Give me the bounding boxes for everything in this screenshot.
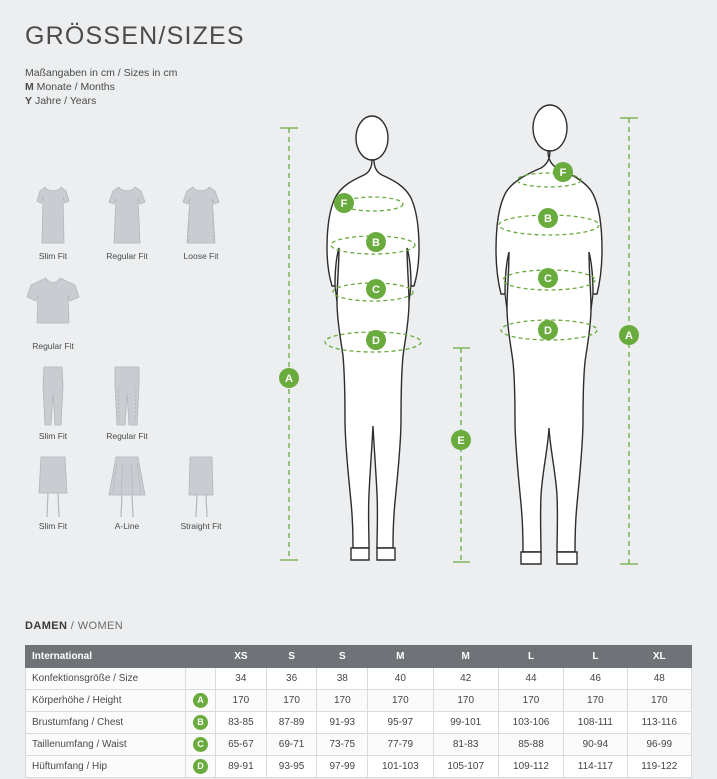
male-marker-C	[538, 268, 558, 288]
cell: 40	[368, 668, 433, 690]
garment-item	[99, 365, 155, 441]
male-marker-F	[553, 162, 573, 182]
cell: 95-97	[368, 712, 433, 734]
measurement-figures	[265, 90, 695, 570]
table-caption-de: DAMEN	[25, 620, 68, 632]
svg-text:B: B	[372, 237, 380, 249]
cell: 96-99	[627, 734, 691, 756]
skirt-a-line-icon	[99, 455, 155, 517]
tank-top-loose-icon	[173, 185, 229, 247]
col-size-l1: L	[498, 646, 563, 668]
skirt-slim-icon	[25, 455, 81, 517]
cell: 103-106	[498, 712, 563, 734]
row-marker	[186, 690, 216, 712]
cell: 42	[433, 668, 498, 690]
cell: 38	[317, 668, 368, 690]
legend-years-text: Jahre / Years	[34, 95, 97, 107]
row-label: Brustumfang / Chest	[26, 712, 186, 734]
cell: 170	[627, 690, 691, 712]
garment-fit-gallery	[25, 185, 240, 545]
female-marker-B	[366, 232, 386, 252]
garment-item	[25, 455, 81, 531]
table-caption-en: / WOMEN	[67, 620, 124, 632]
legend-months-text: Monate / Months	[36, 81, 115, 93]
legend-years-key: Y	[25, 95, 33, 107]
garment-item	[173, 185, 229, 261]
row-marker	[186, 712, 216, 734]
female-marker-D	[366, 330, 386, 350]
cell: 83-85	[216, 712, 267, 734]
cell: 44	[498, 668, 563, 690]
row-label: Körperhöhe / Height	[26, 690, 186, 712]
table-row	[26, 668, 692, 690]
pants-slim-icon	[25, 365, 81, 427]
table-caption	[25, 620, 123, 632]
row-marker	[186, 756, 216, 778]
garment-row-skirts	[25, 455, 240, 531]
cell: 170	[317, 690, 368, 712]
cell: 170	[564, 690, 627, 712]
garment-row-pants	[25, 365, 240, 441]
female-marker-C	[366, 279, 386, 299]
table-row	[26, 690, 692, 712]
cell: 119-122	[627, 756, 691, 778]
cell: 99-101	[433, 712, 498, 734]
garment-label: Slim Fit	[38, 251, 68, 261]
table-header-row	[26, 646, 692, 668]
svg-text:F: F	[559, 167, 567, 179]
cell: 89-91	[216, 756, 267, 778]
legend-line-months	[25, 80, 177, 94]
tank-top-regular-icon	[99, 185, 155, 247]
garment-label: Slim Fit	[38, 521, 68, 531]
svg-text:A: A	[285, 373, 293, 385]
svg-text:E: E	[457, 435, 465, 447]
cell: 87-89	[266, 712, 317, 734]
legend-line-units: Maßangaben in cm / Sizes in cm	[25, 67, 178, 79]
col-size-xl: XL	[627, 646, 691, 668]
marker-badge-c: C	[193, 737, 208, 752]
cell: 91-93	[317, 712, 368, 734]
cell: 105-107	[433, 756, 498, 778]
marker-badge-b: B	[193, 715, 208, 730]
legend-months-key: M	[25, 81, 34, 93]
skirt-straight-icon	[173, 455, 229, 517]
cell: 170	[216, 690, 267, 712]
male-marker-D	[538, 320, 558, 340]
col-size-xs: XS	[216, 646, 267, 668]
svg-text:A: A	[625, 330, 633, 342]
page-title: GRÖSSEN/SIZES	[25, 22, 245, 50]
cell: 114-117	[564, 756, 627, 778]
garment-label: Slim Fit	[38, 431, 68, 441]
col-size-m1: M	[368, 646, 433, 668]
cell: 65-67	[216, 734, 267, 756]
cell: 97-99	[317, 756, 368, 778]
garment-label: Loose Fit	[183, 251, 219, 261]
garment-row-tops	[25, 185, 240, 261]
cell: 90-94	[564, 734, 627, 756]
cell: 81-83	[433, 734, 498, 756]
svg-text:C: C	[544, 273, 552, 285]
marker-badge-d: D	[193, 759, 208, 774]
row-marker	[186, 734, 216, 756]
garment-item	[99, 455, 155, 531]
cell: 48	[627, 668, 691, 690]
male-marker-A	[619, 325, 639, 345]
cell: 46	[564, 668, 627, 690]
cell: 170	[433, 690, 498, 712]
table-row	[26, 712, 692, 734]
garment-item	[99, 185, 155, 261]
garment-item	[173, 455, 229, 531]
cell: 108-111	[564, 712, 627, 734]
male-marker-E	[451, 430, 471, 450]
table-row	[26, 756, 692, 778]
pants-regular-icon	[99, 365, 155, 427]
female-marker-A	[279, 368, 299, 388]
size-table	[25, 645, 692, 778]
col-size-s2: S	[317, 646, 368, 668]
legend-line-years	[25, 94, 177, 108]
cell: 109-112	[498, 756, 563, 778]
svg-text:B: B	[544, 213, 552, 225]
cell: 34	[216, 668, 267, 690]
cell: 170	[368, 690, 433, 712]
cell: 36	[266, 668, 317, 690]
row-marker	[186, 668, 216, 690]
marker-badge-a: A	[193, 693, 208, 708]
cell: 113-116	[627, 712, 691, 734]
col-marker	[186, 646, 216, 668]
col-size-l2: L	[564, 646, 627, 668]
row-label: Konfektionsgröße / Size	[26, 668, 186, 690]
cell: 73-75	[317, 734, 368, 756]
svg-text:C: C	[372, 284, 380, 296]
garment-item	[25, 185, 81, 261]
garment-label: Regular Fit	[106, 431, 148, 441]
row-label: Taillenumfang / Waist	[26, 734, 186, 756]
garment-label: Regular Fit	[106, 251, 148, 261]
cell: 69-71	[266, 734, 317, 756]
cell: 85-88	[498, 734, 563, 756]
cell: 101-103	[368, 756, 433, 778]
row-label: Hüftumfang / Hip	[26, 756, 186, 778]
svg-text:D: D	[372, 335, 380, 347]
garment-label: A-Line	[114, 521, 140, 531]
col-size-s1: S	[266, 646, 317, 668]
cell: 93-95	[266, 756, 317, 778]
t-shirt-regular-icon	[25, 275, 81, 337]
garment-label: Regular Fit	[32, 341, 74, 351]
table-row	[26, 734, 692, 756]
cell: 77-79	[368, 734, 433, 756]
garment-label: Straight Fit	[180, 521, 222, 531]
cell: 170	[498, 690, 563, 712]
cell: 170	[266, 690, 317, 712]
svg-text:D: D	[544, 325, 552, 337]
garment-item	[25, 365, 81, 441]
male-marker-B	[538, 208, 558, 228]
female-marker-F	[334, 193, 354, 213]
tank-top-slim-icon	[25, 185, 81, 247]
legend	[25, 66, 177, 108]
col-size-m2: M	[433, 646, 498, 668]
garment-row-shirts	[25, 275, 240, 351]
svg-text:F: F	[340, 198, 348, 210]
garment-item	[25, 275, 81, 351]
col-international: International	[26, 646, 186, 668]
